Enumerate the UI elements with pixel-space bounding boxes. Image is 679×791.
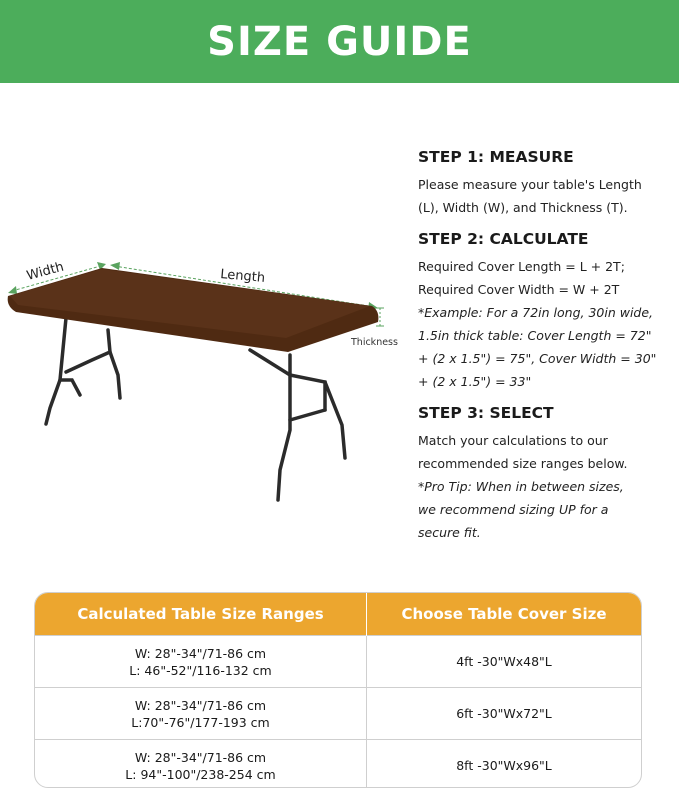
page-title: SIZE GUIDE xyxy=(207,18,472,65)
step-2-example: + (2 x 1.5") = 33" xyxy=(418,374,532,389)
width-label: Width xyxy=(25,259,66,284)
cover-size-cell: 8ft -30"Wx96"L xyxy=(367,740,642,789)
size-range-cell xyxy=(35,636,367,688)
width-range: W: 28"-34"/71-86 cm xyxy=(134,749,267,765)
step-2-body xyxy=(418,255,668,393)
length-range: L: 94"-100"/238-254 cm xyxy=(125,766,276,782)
instructions-panel xyxy=(418,147,668,544)
step-2-line: Required Cover Width = W + 2T xyxy=(418,282,620,297)
size-guide-banner xyxy=(0,0,679,83)
cover-size-cell: 4ft -30"Wx48"L xyxy=(367,636,642,688)
step-1-body xyxy=(418,173,668,219)
length-arrow-left-icon xyxy=(110,262,120,270)
step-2-example: *Example: For a 72in long, 30in wide, xyxy=(418,305,654,320)
thickness-label: Thickness xyxy=(351,337,398,348)
step-1-title: STEP 1: MEASURE xyxy=(418,148,574,166)
width-range: W: 28"-34"/71-86 cm xyxy=(134,697,267,713)
step-3-title: STEP 3: SELECT xyxy=(418,404,554,422)
table-row xyxy=(35,688,641,740)
table-header-row xyxy=(35,593,641,636)
table-row xyxy=(35,740,641,789)
header-size-ranges: Calculated Table Size Ranges xyxy=(35,593,367,636)
step-2-example: 1.5in thick table: Cover Length = 72" xyxy=(418,328,652,343)
step-1-line: Please measure your table's Length xyxy=(418,177,642,192)
table-row xyxy=(35,636,641,688)
length-label: Length xyxy=(219,267,266,286)
header-cover-size: Choose Table Cover Size xyxy=(401,605,607,623)
length-range: L: 46"-52"/116-132 cm xyxy=(129,662,272,678)
step-2-example: + (2 x 1.5") = 75", Cover Width = 30" xyxy=(418,351,657,366)
step-3-line: Match your calculations to our xyxy=(418,433,608,448)
step-3-tip: *Pro Tip: When in between sizes, xyxy=(418,479,624,494)
width-range: W: 28"-34"/71-86 cm xyxy=(134,645,267,661)
step-3-tip: secure fit. xyxy=(418,525,481,540)
cover-size-cell: 6ft -30"Wx72"L xyxy=(367,688,642,740)
width-arrow-left-icon xyxy=(8,286,17,294)
step-3-line: recommended size ranges below. xyxy=(418,456,628,471)
size-table xyxy=(34,592,642,788)
step-3-tip: we recommend sizing UP for a xyxy=(418,502,609,517)
step-2-title: STEP 2: CALCULATE xyxy=(418,230,589,248)
table-illustration xyxy=(0,245,410,510)
step-1-line: (L), Width (W), and Thickness (T). xyxy=(418,200,628,215)
length-range: L:70"-76"/177-193 cm xyxy=(131,714,270,730)
step-2-line: Required Cover Length = L + 2T; xyxy=(418,259,625,274)
size-range-cell xyxy=(35,740,367,789)
step-3-body xyxy=(418,429,668,544)
size-range-cell xyxy=(35,688,367,740)
